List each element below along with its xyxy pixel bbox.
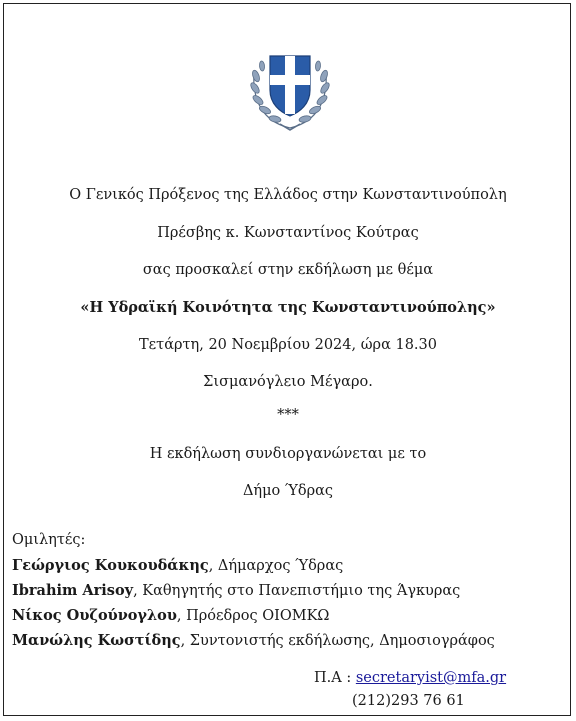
speaker-name: Νίκος Ουζούνογλου — [12, 607, 177, 624]
event-title: «Η Υδραϊκή Κοινότητα της Κωνσταντινούπολης» — [80, 299, 496, 316]
speakers-section — [12, 528, 495, 653]
event-venue: Σισμανόγλειο Μέγαρο. — [203, 374, 373, 390]
consul-general-line: Ο Γενικός Πρόξενος της Ελλάδος στην Κωνσταντινούπολη — [69, 187, 507, 203]
contact-section — [314, 667, 506, 713]
ambassador-line: Πρέσβης κ. Κωνσταντίνος Κούτρας — [157, 225, 419, 241]
greek-coat-of-arms-icon — [244, 42, 336, 134]
speaker-role: , Καθηγητής στο Πανεπιστήμιο της Άγκυρας — [133, 583, 461, 599]
speaker-name: Μανώλης Κωστίδης — [12, 632, 181, 649]
speaker-role: , Δήμαρχος Ύδρας — [208, 558, 344, 574]
speakers-heading: Ομιλητές: — [12, 532, 86, 548]
separator: *** — [277, 407, 299, 423]
speaker-name: Ibrahim Arisoy — [12, 582, 134, 599]
speaker-item — [12, 553, 495, 578]
co-organizer-line: Η εκδήλωση συνδιοργανώνεται με το — [149, 446, 427, 462]
email-link[interactable]: secretaryist@mfa.gr — [355, 670, 507, 686]
co-organizer-name: Δήμο Ύδρας — [242, 483, 334, 499]
speaker-item — [12, 578, 495, 603]
phone-number: (212)293 76 61 — [352, 693, 465, 709]
event-datetime: Τετάρτη, 20 Νοεμβρίου 2024, ώρα 18.30 — [139, 337, 437, 353]
speaker-item — [12, 628, 495, 653]
rsvp-label: Π.Α : — [314, 670, 356, 686]
invites-line: σας προσκαλεί στην εκδήλωση με θέμα — [142, 262, 434, 278]
speaker-role: , Πρόεδρος ΟΙΟΜΚΩ — [176, 608, 330, 624]
speaker-name: Γεώργιος Κουκουδάκης — [12, 557, 209, 574]
speaker-role: , Συντονιστής εκδήλωσης, Δημοσιογράφος — [180, 633, 495, 649]
rsvp-row — [314, 667, 506, 690]
speaker-item — [12, 603, 495, 628]
